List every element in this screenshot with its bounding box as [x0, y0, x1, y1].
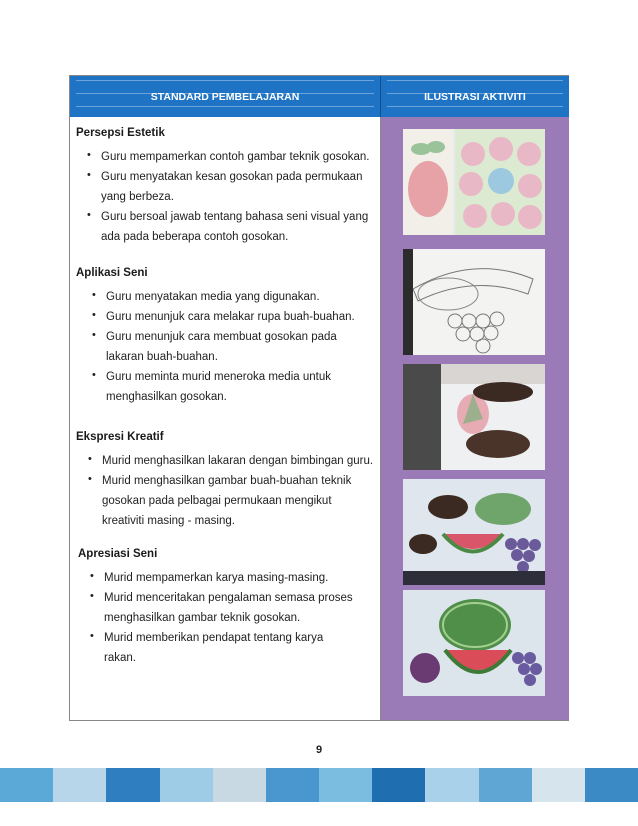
bullet-icon: • [90, 590, 94, 602]
list-item: Murid menghasilkan lakaran dengan bimbingan guru. [102, 455, 374, 467]
bullet-icon: • [92, 329, 96, 341]
photo-apple-rubbing [403, 129, 545, 235]
list-item: Guru menyatakan kesan gosokan pada permukaan [101, 171, 363, 183]
list-item: Guru menunjuk cara melakar rupa buah-buahan. [106, 311, 355, 323]
list-item: yang berbeza. [101, 191, 174, 203]
list-item: gosokan pada pelbagai permukaan mengikut [102, 495, 332, 507]
bullet-icon: • [92, 369, 96, 381]
list-item: lakaran buah-buahan. [106, 351, 218, 363]
bullet-icon: • [92, 289, 96, 301]
section-title: Apresiasi Seni [78, 548, 158, 560]
bullet-icon: • [92, 309, 96, 321]
bullet-icon: • [90, 630, 94, 642]
list-item: Murid menceritakan pengalaman semasa proses [104, 592, 353, 604]
list-item: menghasilkan gosokan. [106, 391, 227, 403]
footer-decorative-band [0, 768, 638, 802]
bullet-icon: • [88, 453, 92, 465]
bullet-icon: • [87, 149, 91, 161]
list-item: Guru bersoal jawab tentang bahasa seni visual yang [101, 211, 369, 223]
list-item: Murid mempamerkan karya masing-masing. [104, 572, 329, 584]
section-title: Ekspresi Kreatif [76, 431, 164, 443]
photo-finished-artwork [403, 590, 545, 696]
section-title: Aplikasi Seni [76, 267, 148, 279]
header-illustration-label: ILUSTRASI AKTIVITI [424, 90, 526, 103]
illustration-column [381, 117, 569, 720]
list-item: rakan. [104, 652, 136, 664]
list-item: kreativiti masing - masing. [102, 515, 235, 527]
list-item: Guru menyatakan media yang digunakan. [106, 291, 320, 303]
page-number: 9 [315, 744, 323, 756]
list-item: ada pada beberapa contoh gosokan. [101, 231, 289, 243]
header-illustration [381, 76, 569, 117]
activity-table [69, 75, 569, 721]
bullet-icon: • [87, 209, 91, 221]
list-item: Guru meminta murid meneroka media untuk [106, 371, 331, 383]
section-title: Persepsi Estetik [76, 127, 165, 139]
list-item: Murid memberikan pendapat tentang karya [104, 632, 324, 644]
list-item: Guru mempamerkan contoh gambar teknik gosokan. [101, 151, 370, 163]
bullet-icon: • [90, 570, 94, 582]
bullet-icon: • [88, 473, 92, 485]
list-item: Guru menunjuk cara membuat gosokan pada [106, 331, 337, 343]
list-item: menghasilkan gambar teknik gosokan. [104, 612, 301, 624]
photo-watermelon-rubbing [403, 479, 545, 585]
photo-hands-rubbing [403, 364, 545, 470]
standards-column [70, 117, 381, 720]
list-item: Murid menghasilkan gambar buah-buahan teknik [102, 475, 352, 487]
bullet-icon: • [87, 169, 91, 181]
photo-fruit-sketch [403, 249, 545, 355]
header-standard [70, 76, 381, 117]
header-standard-label: STANDARD PEMBELAJARAN [150, 90, 300, 103]
